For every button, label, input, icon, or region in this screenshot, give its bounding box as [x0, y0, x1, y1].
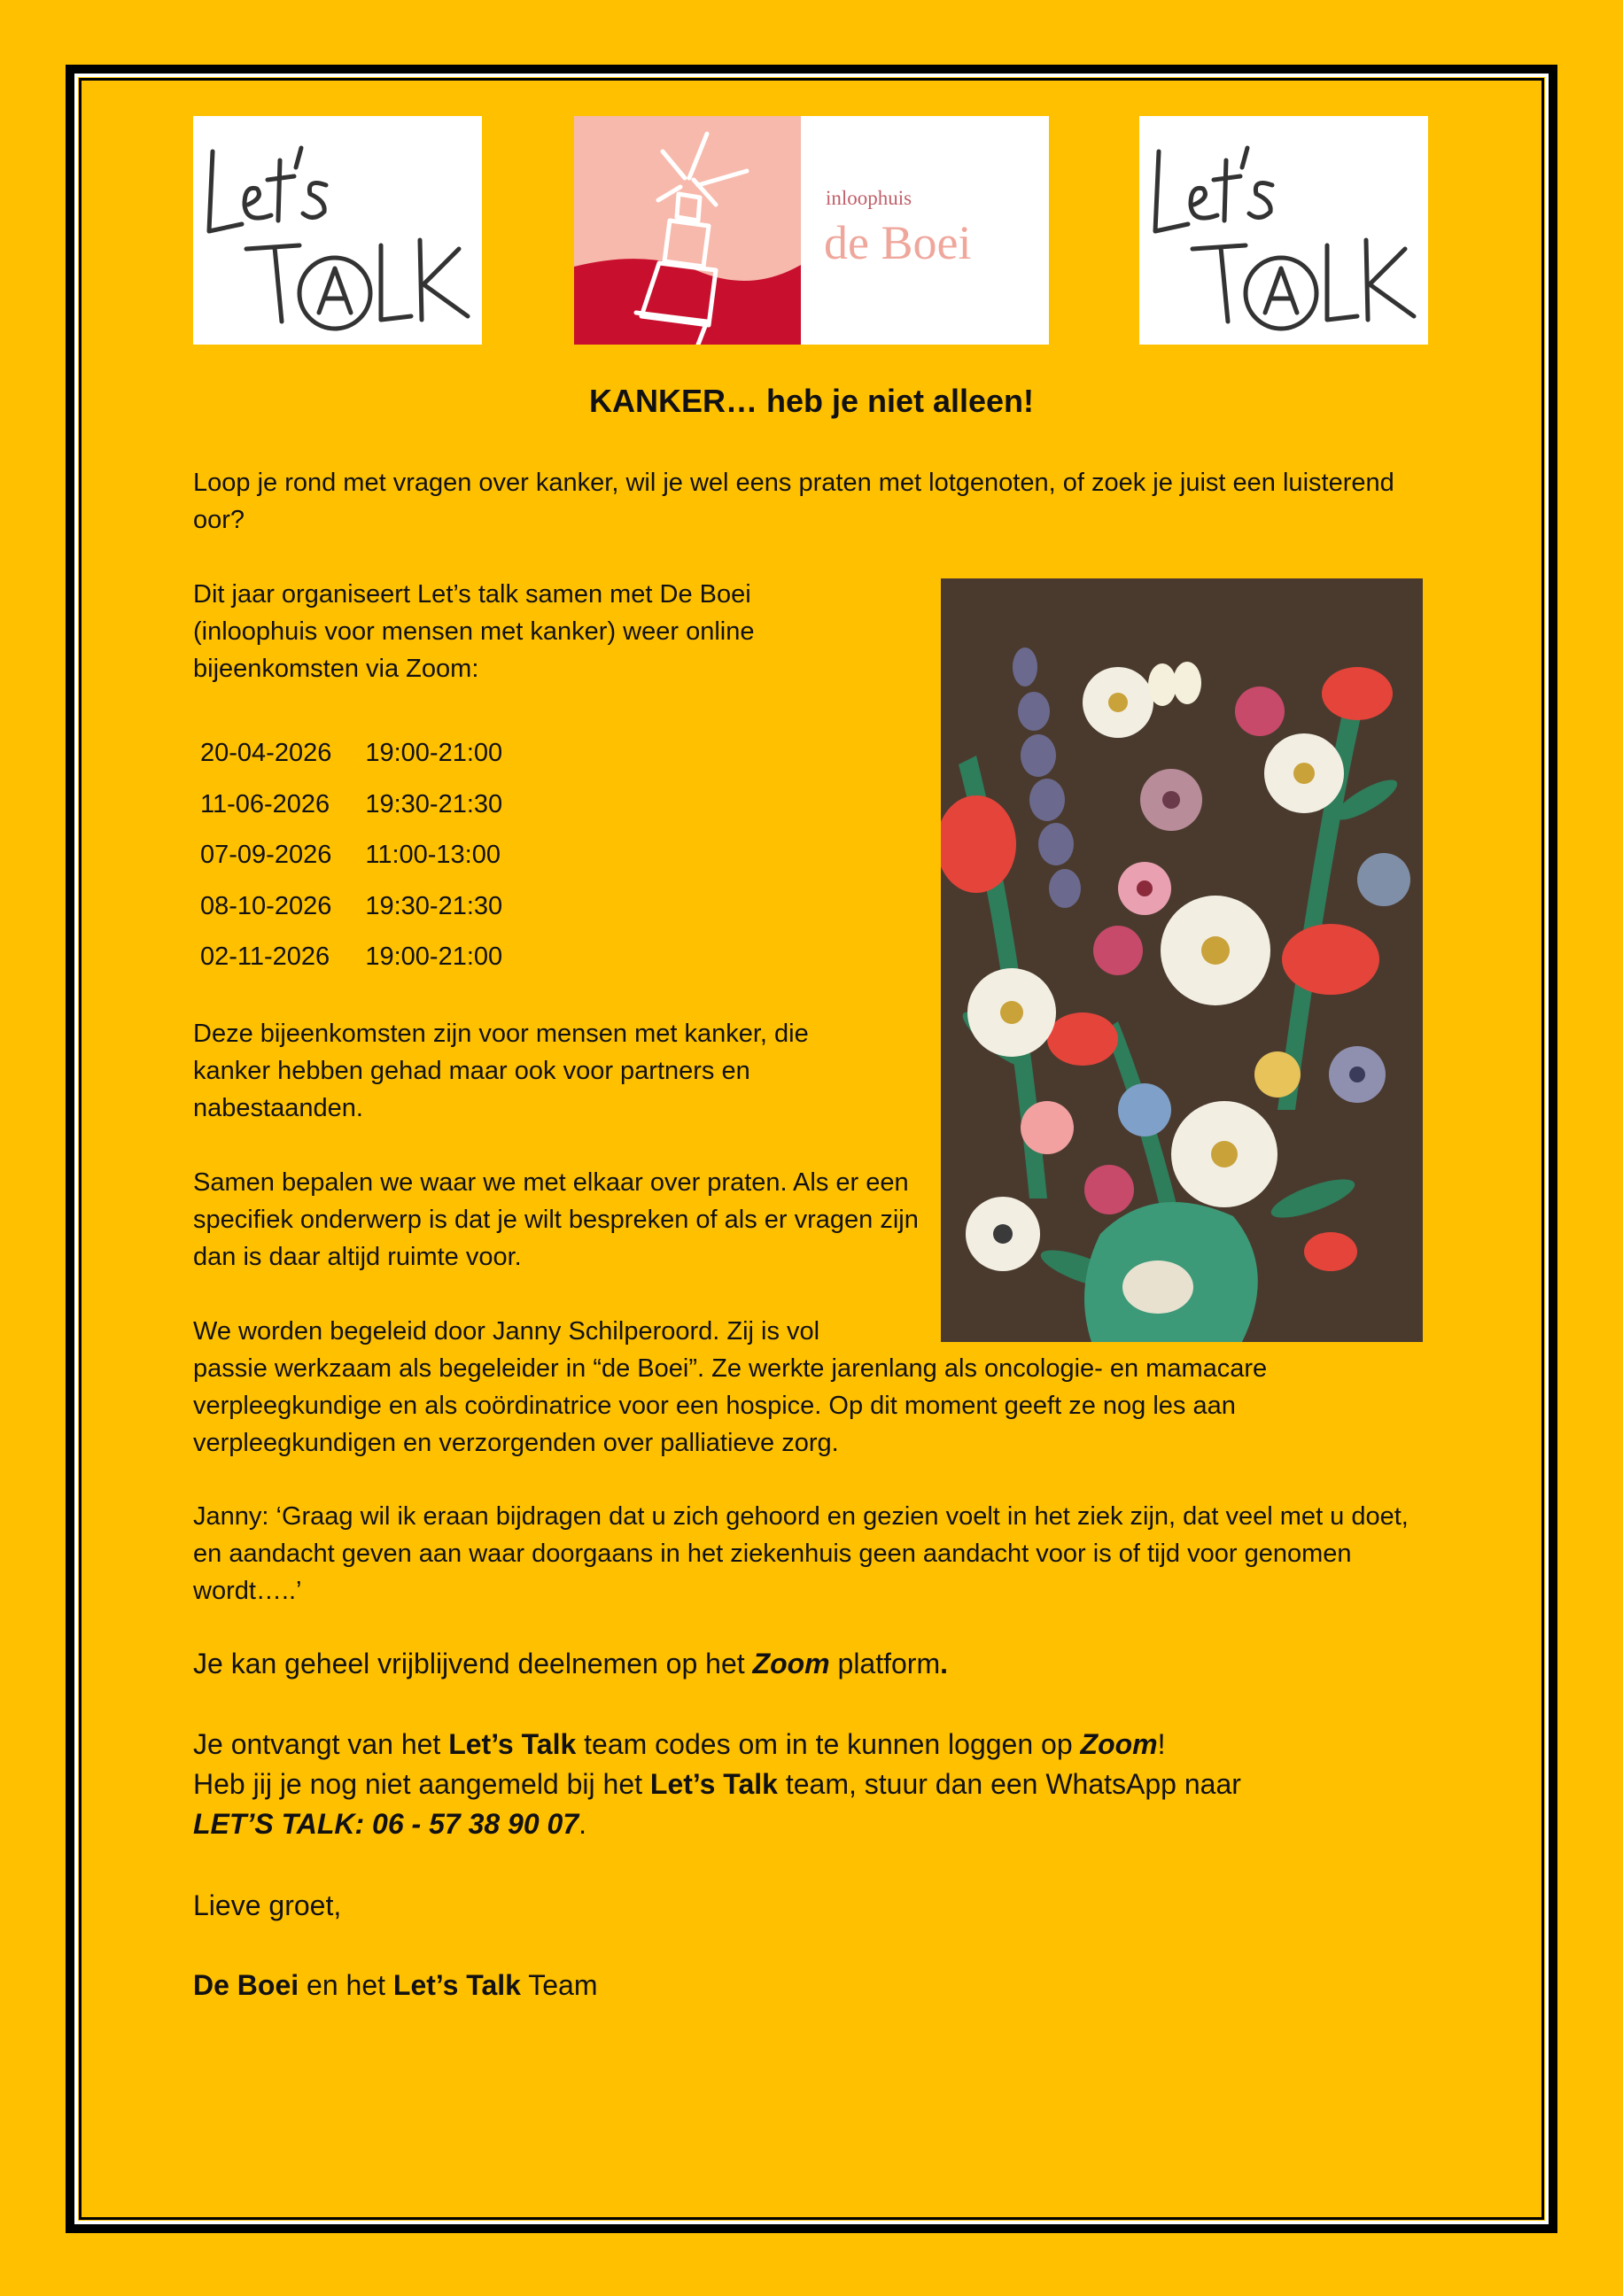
lets-talk-handwritten-logo: [193, 116, 482, 345]
codes-line-before: Je ontvangt van het: [193, 1728, 449, 1760]
signup-line-after: team, stuur dan een WhatsApp naar: [777, 1768, 1241, 1800]
page-title: KANKER… heb je niet alleen!: [588, 383, 1035, 419]
lets-talk-handwritten-logo: [1139, 116, 1428, 345]
signup-line-before: Heb jij je nog niet aangemeld bij het: [193, 1768, 650, 1800]
logo-de-boei-text: de Boei: [824, 216, 972, 269]
signature-after: Team: [520, 1969, 598, 2001]
codes-line-zoom: Zoom: [1080, 1728, 1158, 1760]
schedule-row: [193, 932, 509, 983]
schedule-row: [193, 881, 509, 933]
schedule-time: 19:30-21:30: [365, 891, 503, 920]
contact-block: [193, 1725, 1433, 1844]
schedule-time: 19:00-21:00: [365, 739, 503, 768]
schedule-date: 07-09-2026: [200, 841, 332, 870]
organization-paragraph: Dit jaar organiseert Let’s talk samen met De Boei (inloophuis voor mensen met kanker) weer online bijeenkomsten via Zoom:: [193, 580, 755, 683]
whatsapp-phone-number: LET’S TALK: 06 - 57 38 90 07: [193, 1808, 579, 1840]
phone-line: [193, 1804, 1433, 1844]
zoom-line-after: platform: [829, 1648, 941, 1679]
flower-painting-image: [941, 578, 1423, 1342]
schedule-date: 20-04-2026: [200, 739, 332, 768]
signature-org2: Let’s Talk: [392, 1969, 521, 2001]
zoom-line-before: Je kan geheel vrijblijvend deelnemen op het: [193, 1648, 753, 1679]
phone-line-after: .: [579, 1808, 587, 1840]
schedule-time: 11:00-13:00: [365, 841, 501, 870]
schedule-time: 19:30-21:30: [365, 789, 503, 818]
schedule-row: [193, 780, 509, 831]
quote-paragraph: Janny: ‘Graag wil ik eraan bijdragen dat u zich gehoord en gezien voelt in het ziek zijn, dat veel met u doet, en aandacht geven aan waar doorgaans in het ziekenhuis geen aandacht voor is of tijd voor genomen wordt…..’: [193, 1502, 1409, 1605]
facilitator-first-line: We worden begeleid door Janny Schilperoord. Zij is vol: [193, 1317, 820, 1346]
zoom-word: Zoom: [752, 1648, 830, 1679]
codes-line-brand: Let’s Talk: [448, 1728, 577, 1760]
signature-middle: en het: [299, 1969, 393, 2001]
signup-line-brand: Let’s Talk: [649, 1768, 778, 1800]
schedule-date: 11-06-2026: [200, 789, 330, 818]
schedule-time: 19:00-21:00: [365, 942, 503, 972]
greeting: Lieve groet,: [193, 1889, 342, 1921]
audience-paragraph: Deze bijeenkomsten zijn voor mensen met kanker, die kanker hebben gehad maar ook voor partners en nabestaanden.: [193, 1020, 809, 1122]
signature-org1: De Boei: [193, 1969, 299, 2001]
lets-talk-logo-left: [193, 116, 482, 345]
codes-line: [193, 1725, 1433, 1765]
logo-inloophuis-text: inloophuis: [826, 187, 912, 209]
lets-talk-logo-right: [1139, 116, 1428, 345]
codes-line-after: !: [1157, 1728, 1166, 1760]
zoom-participation-line: [193, 1644, 1433, 1684]
de-boei-logo: [574, 116, 1049, 345]
intro-paragraph: Loop je rond met vragen over kanker, wil je wel eens praten met lotgenoten, of zoek je juist een luisterend oor?: [193, 469, 1394, 534]
codes-line-middle: team codes om in te kunnen loggen op: [576, 1728, 1081, 1760]
schedule-row: [193, 830, 509, 881]
lighthouse-icon: [574, 116, 801, 345]
schedule-date: 08-10-2026: [200, 891, 332, 920]
lighthouse-emblem: [574, 116, 801, 345]
facilitator-rest: passie werkzaam als begeleider in “de Boei”. Ze werkte jarenlang als oncologie- en mamacare verpleegkundige en als coördinatrice voor een hospice. Op dit moment geeft ze nog les aan verpleegkundigen en verzorgenden over palliatieve zorg.: [193, 1354, 1268, 1457]
signup-line: [193, 1765, 1433, 1804]
schedule-table: [193, 728, 509, 983]
schedule-row: [193, 728, 509, 780]
zoom-line-dot: .: [940, 1648, 948, 1679]
together-paragraph: Samen bepalen we waar we met elkaar over praten. Als er een specifiek onderwerp is dat je wilt bespreken of als er vragen zijn dan is daar altijd ruimte voor.: [193, 1168, 919, 1271]
signature-line: [193, 1966, 1433, 2005]
schedule-date: 02-11-2026: [200, 942, 330, 972]
